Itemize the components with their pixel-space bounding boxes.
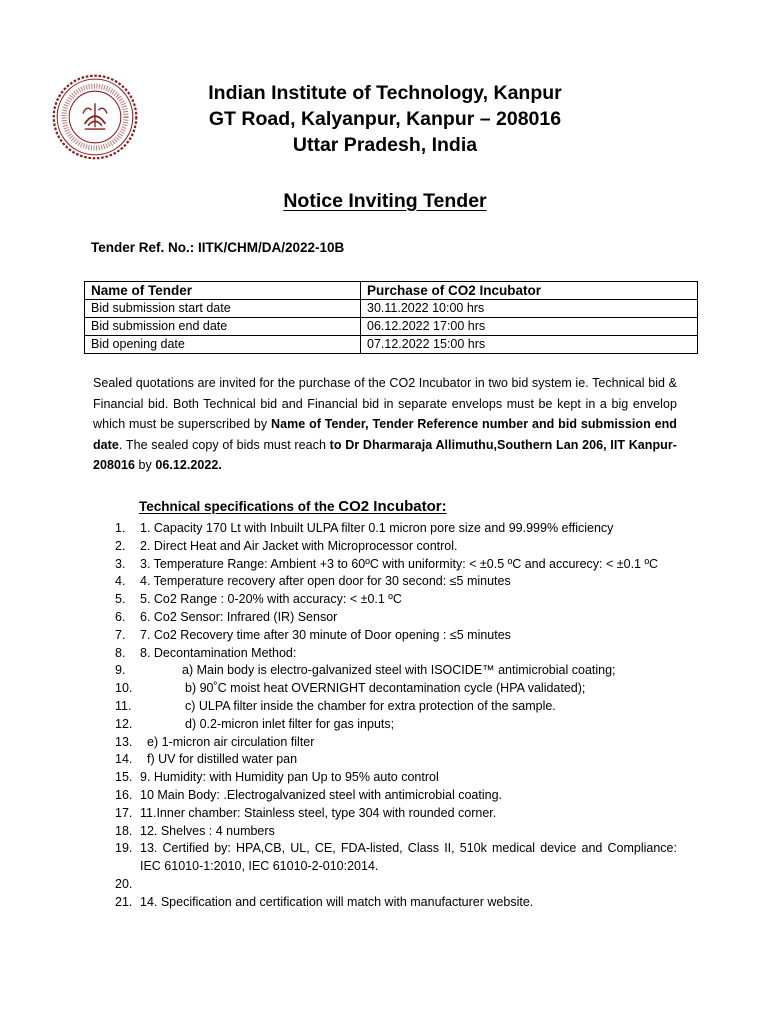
list-text: 9. Humidity: with Humidity pan Up to 95% auto control: [140, 770, 439, 785]
list-number: 17.: [115, 805, 133, 820]
bold-text: 06.12.2022.: [155, 458, 222, 472]
list-text: d) 0.2-micron inlet filter for gas inputs;: [185, 716, 395, 731]
list-text: 12. Shelves : 4 numbers: [140, 823, 275, 838]
list-number: 21.: [115, 894, 133, 909]
list-number: 16.: [115, 787, 133, 802]
list-number: 18.: [115, 823, 133, 838]
table-row: [85, 336, 698, 354]
list-text: 3. Temperature Range: Ambient +3 to 60ºC with uniformity: < ±0.5 ºC and accurecy: < ±0.1 ºC: [140, 556, 659, 571]
table-cell: 07.12.2022 15:00 hrs: [361, 336, 698, 354]
table-row: [85, 282, 698, 300]
table-cell: 06.12.2022 17:00 hrs: [361, 318, 698, 336]
list-item: [115, 751, 677, 769]
list-number: 20.: [115, 876, 133, 891]
instructions-paragraph: Sealed quotations are invited for the purchase of the CO2 Incubator in two bid system ie. Technical bid & Financial bid. Both Technical bid and Financial bid in separate envelops must be kept in a big envelop which must be superscribed by Name of Tender, Tender Reference number and bid submission end date. The sealed copy of bids must reach to Dr Dharmaraja Allimuthu,Southern Lan 206, IIT Kanpur-208016 by 06.12.2022.: [93, 376, 677, 472]
tender-ref: Tender Ref. No.: IITK/CHM/DA/2022-10B: [91, 240, 345, 255]
list-item: [115, 573, 677, 591]
bold-text: to Dr Dharmaraja Allimuthu,Southern Lan 206, IIT Kanpur-208016: [93, 437, 677, 472]
list-item: [115, 894, 677, 912]
list-text: 14. Specification and certification will match with manufacturer website.: [140, 894, 534, 909]
list-number: 11.: [115, 698, 132, 713]
institute-address: GT Road, Kalyanpur, Kanpur – 208016: [208, 108, 562, 130]
list-item: [115, 840, 677, 876]
list-item: [115, 698, 677, 716]
list-text: a) Main body is electro-galvanized steel with ISOCIDE™ antimicrobial coating;: [182, 663, 616, 678]
notice-title: Notice Inviting Tender: [283, 190, 487, 212]
list-item: [115, 520, 677, 538]
list-text: 13. Certified by: HPA,CB, UL, CE, FDA-listed, Class II, 510k medical device and Compliance: IEC 61010-1:2010, IEC 61010-2-010:2014.: [140, 841, 677, 874]
list-item: [115, 680, 677, 698]
list-item: [115, 787, 677, 805]
table-cell: Name of Tender: [85, 282, 361, 300]
list-text: e) 1-micron air circulation filter: [147, 734, 315, 749]
list-item: [115, 823, 677, 841]
list-text: 2. Direct Heat and Air Jacket with Microprocessor control.: [140, 538, 458, 553]
bold-text: Name of Tender, Tender Reference number and bid submission end date: [93, 417, 677, 452]
table-row: [85, 300, 698, 318]
list-number: 1.: [115, 521, 126, 535]
iit-kanpur-logo: [52, 74, 138, 160]
table-cell: 30.11.2022 10:00 hrs: [361, 300, 698, 318]
list-item: [115, 645, 677, 663]
list-text: 11.Inner chamber: Stainless steel, type 304 with rounded corner.: [140, 805, 497, 820]
list-number: 14.: [115, 752, 133, 767]
list-item: [115, 734, 677, 752]
table-cell: Bid submission start date: [85, 300, 361, 318]
list-text: 1. Capacity 170 Lt with Inbuilt ULPA filter 0.1 micron pore size and 99.999% efficiency: [140, 521, 614, 535]
list-item: [115, 769, 677, 787]
list-text: f) UV for distilled water pan: [147, 752, 298, 767]
spec-heading: Technical specifications of the CO2 Incubator:: [139, 498, 447, 515]
list-item: [115, 627, 677, 645]
spec-list: [115, 520, 677, 912]
table-cell: Purchase of CO2 Incubator: [361, 282, 698, 300]
list-item: [115, 876, 677, 894]
list-number: 7.: [115, 627, 126, 642]
list-item: [115, 591, 677, 609]
institute-name: Indian Institute of Technology, Kanpur: [208, 82, 562, 104]
list-text: b) 90˚C moist heat OVERNIGHT decontamination cycle (HPA validated);: [185, 681, 586, 696]
list-number: 5.: [115, 592, 126, 607]
list-text: 7. Co2 Recovery time after 30 minute of Door opening : ≤5 minutes: [140, 627, 511, 642]
list-text: 8. Decontamination Method:: [140, 645, 297, 660]
list-number: 2.: [115, 538, 126, 553]
list-number: 12.: [115, 716, 133, 731]
list-number: 15.: [115, 770, 133, 785]
list-number: 8.: [115, 645, 126, 660]
tender-details-table: [84, 281, 698, 354]
list-item: [115, 556, 677, 574]
list-item: [115, 609, 677, 627]
table-cell: Bid submission end date: [85, 318, 361, 336]
list-item: [115, 716, 677, 734]
list-item: [115, 805, 677, 823]
list-number: 4.: [115, 574, 126, 589]
list-text: c) ULPA filter inside the chamber for extra protection of the sample.: [185, 698, 556, 713]
list-text: 6. Co2 Sensor: Infrared (IR) Sensor: [140, 609, 338, 624]
list-number: 10.: [115, 681, 133, 696]
list-number: 19.: [115, 841, 133, 856]
table-row: [85, 318, 698, 336]
list-item: [115, 538, 677, 556]
list-item: [115, 662, 677, 680]
list-number: 6.: [115, 609, 126, 624]
institute-state: Uttar Pradesh, India: [292, 134, 478, 156]
list-number: 13.: [115, 734, 133, 749]
list-number: 3.: [115, 556, 126, 571]
table-cell: Bid opening date: [85, 336, 361, 354]
list-text: 4. Temperature recovery after open door for 30 second: ≤5 minutes: [140, 574, 511, 589]
list-number: 9.: [115, 663, 126, 678]
list-text: 5. Co2 Range : 0-20% with accuracy: < ±0.1 ºC: [140, 592, 402, 607]
list-text: 10 Main Body: .Electrogalvanized steel with antimicrobial coating.: [140, 787, 502, 802]
